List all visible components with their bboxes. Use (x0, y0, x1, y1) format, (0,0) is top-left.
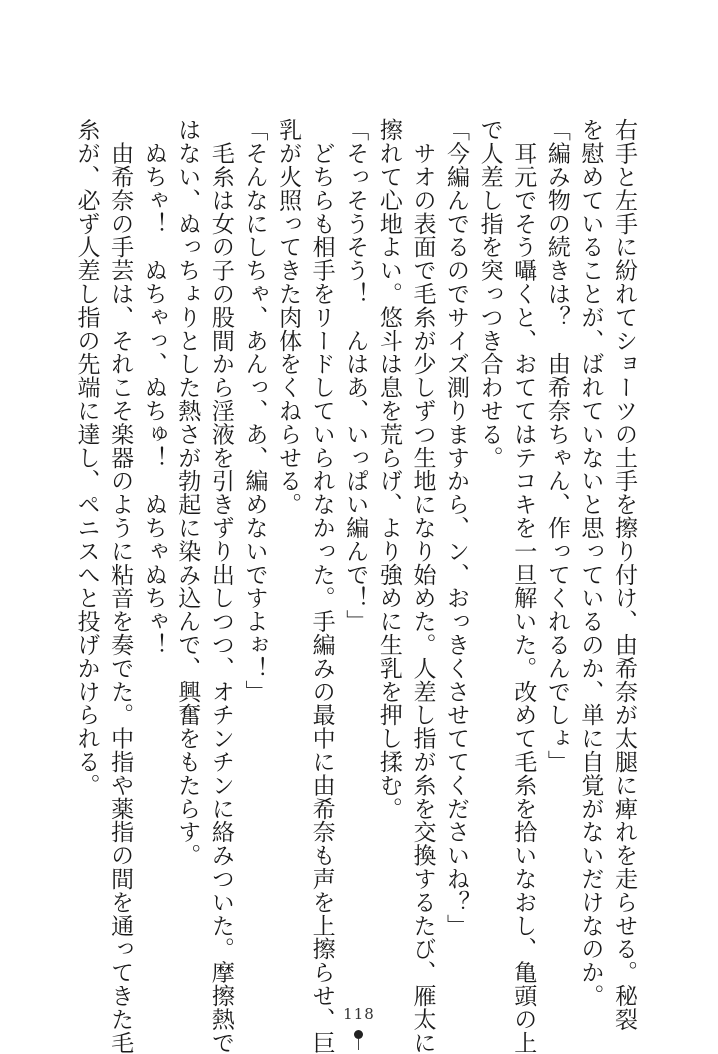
text-line: 「そんなにしちゃ、あんっ、あ、編めないですよぉ！」 (241, 118, 268, 703)
text-line: どちらも相手をリードしていられなかった。手編みの最中に由希奈も声を上擦らせ、巨 (308, 118, 335, 1054)
text-line: サオの表面で毛糸が少しずつ生地になり始めた。人差し指が糸を交換するたび、雁太に (409, 118, 436, 1054)
text-line: 乳が火照ってきた肉体をくねらせる。 (275, 118, 302, 516)
text-line: 「編み物の続きは？ 由希奈ちゃん、作ってくれるんでしょ」 (543, 118, 570, 774)
text-line: ぬちゃ！ ぬちゃっ、ぬちゅ！ ぬちゃぬちゃ！ (140, 118, 167, 657)
text-line: 由希奈の手芸は、それこそ楽器のように粘音を奏でた。中指や薬指の間を通ってきた毛 (107, 118, 134, 1054)
text-line: で人差し指を突っつき合わせる。 (476, 118, 503, 469)
text-line: 耳元でそう囁くと、おててはテコキを一旦解いた。改めて毛糸を拾いなおし、亀頭の上 (510, 118, 537, 1054)
text-line: 「今編んでるのでサイズ測りますから、ン、おっきくさせててくださいね？」 (443, 118, 470, 937)
text-line: 右手と左手に紛れてショーツの土手を擦り付け、由希奈が太腿に痺れを走らせる。秘裂 (611, 118, 637, 1031)
text-line: 毛糸は女の子の股間から淫液を引きずり出しつつ、オチンチンに絡みついた。摩擦熱で (207, 118, 234, 1054)
footer-tick-ornament (358, 1039, 359, 1050)
text-line: 糸が、必ず人差し指の先端に達し、ペニスへと投げかけられる。 (73, 118, 100, 797)
page-number: 118 (343, 1005, 375, 1023)
text-line: を慰めていることが、ばれていないと思っているのか、単に自覚がないだけなのか。 (577, 118, 604, 1008)
text-line: 「そっそうそう！ んはあ、いっぱい編んで！」 (342, 118, 369, 633)
text-line: はない、ぬっちょりとした熱さが勃起に染み込んで、興奮をもたらす。 (174, 118, 201, 867)
footer-dot-ornament (354, 1030, 363, 1039)
text-line: 擦れて心地よい。悠斗は息を荒らげ、より強めに生乳を押し揉む。 (375, 118, 402, 820)
page-footer (0, 1005, 718, 1023)
